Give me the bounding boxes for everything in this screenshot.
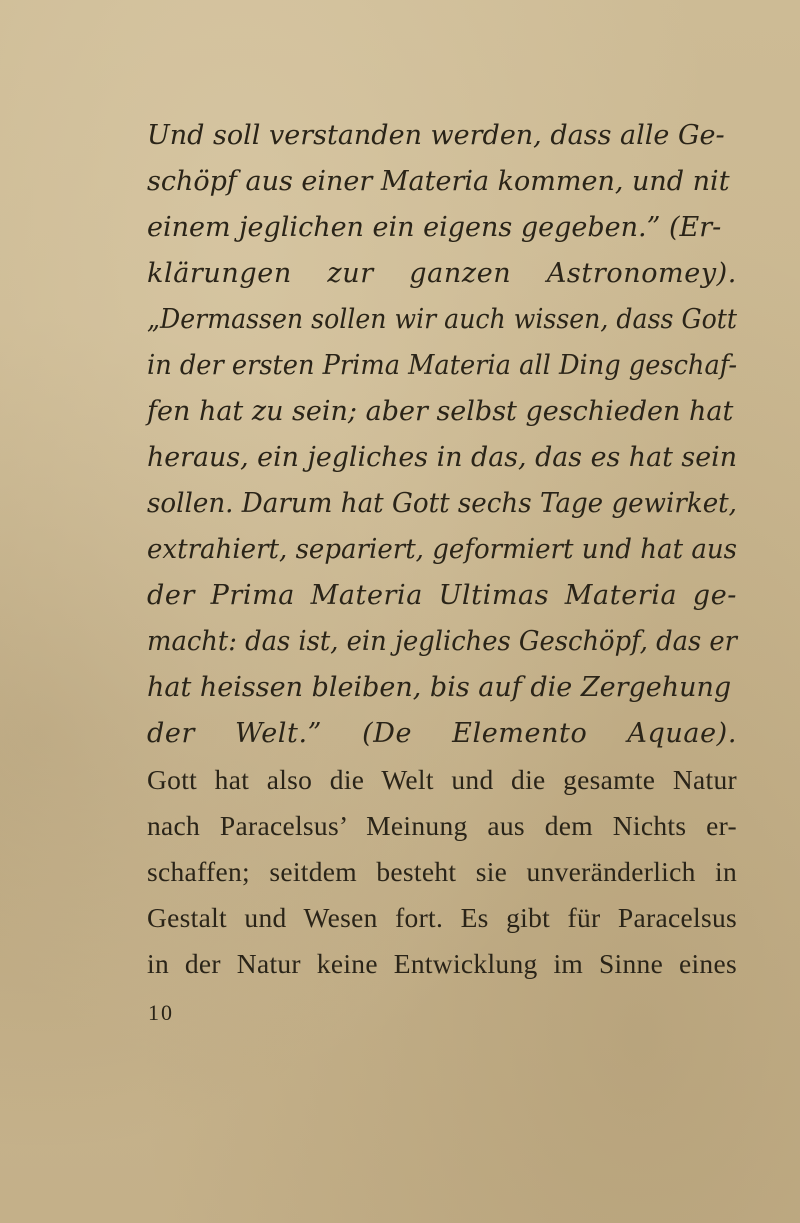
quote-line-2: schöpf aus einer Materia kommen, und nit — [147, 166, 730, 197]
body-line-4: Gestalt und Wesen fort. Es gibt für Paracelsus — [147, 902, 737, 933]
body-line-2: nach Paracelsus’ Meinung aus dem Nichts er- — [147, 810, 737, 841]
quote-line-9: sollen. Darum hat Gott sechs Tage gewirket, — [147, 488, 737, 519]
quote-line-7: fen hat zu sein; aber selbst geschieden hat — [147, 396, 734, 427]
quote-line-4: klärungen zur ganzen Astronomey). — [147, 258, 737, 289]
quote-line-1: Und soll verstanden werden, dass alle Ge- — [147, 120, 725, 151]
body-line-5: in der Natur keine Entwicklung im Sinne eines — [147, 948, 737, 979]
quote-line-13: hat heissen bleiben, bis auf die Zergehung — [147, 672, 732, 703]
quote-line-8: heraus, ein jegliches in das, das es hat sein — [147, 442, 737, 473]
quote-line-6: in der ersten Prima Materia all Ding geschaf- — [147, 350, 737, 381]
quote-line-3: einem jeglichen ein eigens gegeben.” (Er- — [147, 212, 722, 243]
quote-line-5: „Dermassen sollen wir auch wissen, dass Gott — [147, 304, 737, 335]
quote-line-11: der Prima Materia Ultimas Materia ge- — [147, 580, 737, 611]
quote-line-14: der Welt.” (De Elemento Aquae). — [147, 718, 737, 749]
quote-line-12: macht: das ist, ein jegliches Geschöpf, das er — [147, 626, 737, 657]
page-number: 10 — [148, 1000, 174, 1025]
body-line-1: Gott hat also die Welt und die gesamte Natur — [147, 764, 737, 795]
quote-line-10: extrahiert, separiert, geformiert und hat aus — [147, 534, 737, 565]
body-line-3: schaffen; seitdem besteht sie unveränderlich in — [147, 856, 737, 887]
